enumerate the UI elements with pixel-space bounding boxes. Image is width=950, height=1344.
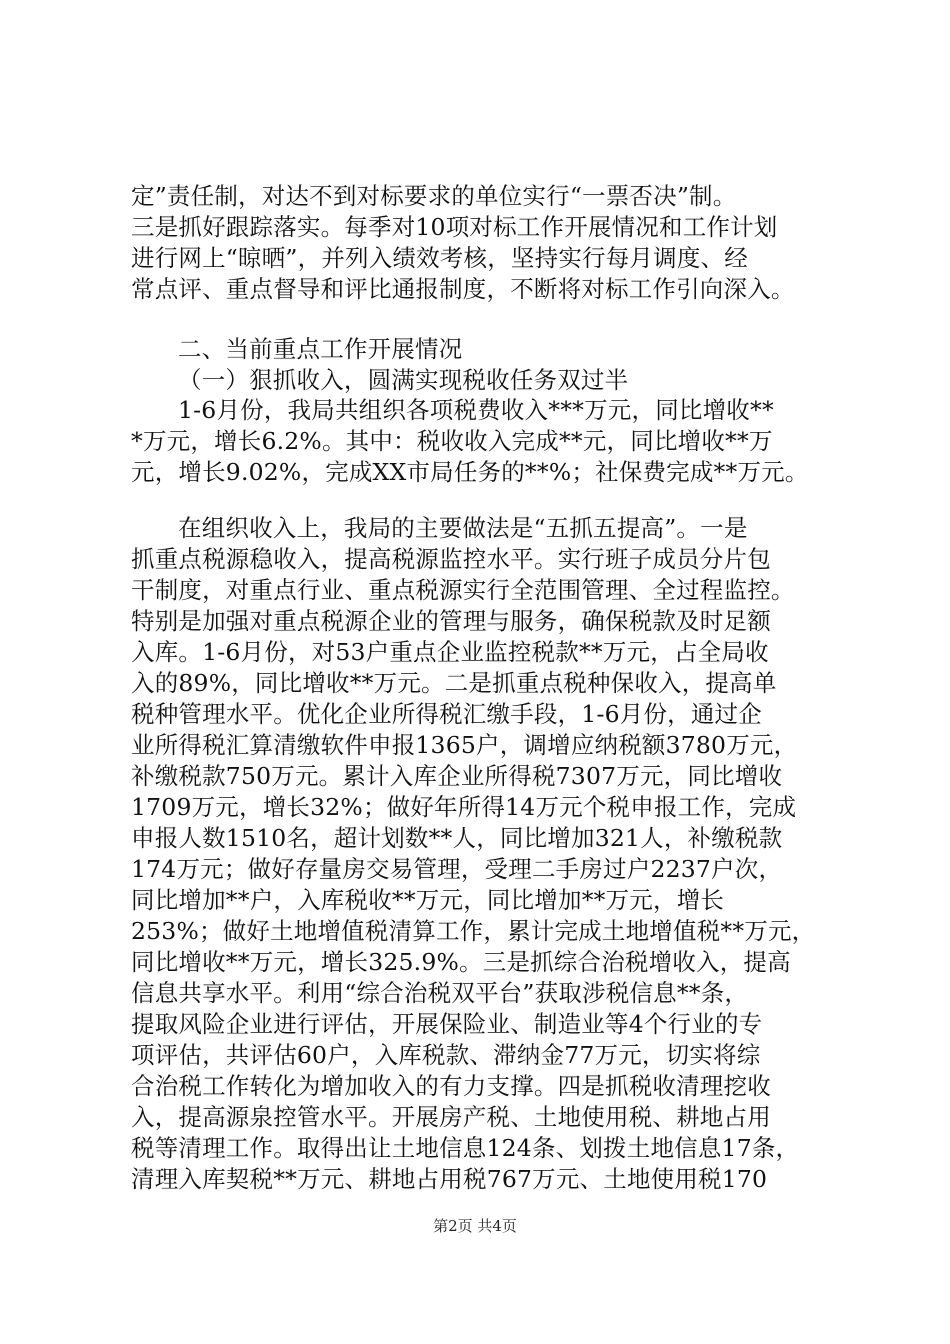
paragraph-line: 项评估，共评估60户，入库税款、滞纳金77万元，切实将综 — [131, 1041, 761, 1069]
paragraph-line: 信息共享水平。利用“综合治税双平台”获取涉税信息**条， — [131, 979, 749, 1007]
paragraph-line: 申报人数1510名，超计划数**人，同比增加321人，补缴税款 — [131, 824, 783, 852]
paragraph-line: 入，提高源泉控管水平。开展房产税、土地使用税、耕地占用 — [131, 1103, 771, 1131]
paragraph-line: 1709万元，增长32%；做好年所得14万元个税申报工作，完成 — [131, 793, 797, 821]
paragraph-line: 同比增收**万元，增长325.9%。三是抓综合治税增收入，提高 — [131, 948, 791, 976]
paragraph-line: 业所得税汇算清缴软件申报1365户，调增应纳税额3780万元， — [131, 731, 798, 759]
paragraph-line: 定”责任制，对达不到对标要求的单位实行“一票否决”制。 — [131, 182, 737, 210]
paragraph-line: 合治税工作转化为增加收入的有力支撑。四是抓税收清理挖收 — [131, 1072, 771, 1100]
paragraph-line: 进行网上“晾晒”，并列入绩效考核，坚持实行每月调度、经 — [131, 244, 748, 272]
paragraph-line: 提取风险企业进行评估，开展保险业、制造业等4个行业的专 — [131, 1010, 763, 1038]
paragraph-line: 253%；做好土地增值税清算工作，累计完成土地增值税**万元， — [131, 917, 816, 945]
paragraph-line: 特别是加强对重点税源企业的管理与服务，确保税款及时足额 — [131, 607, 771, 635]
paragraph-line: 1-6月份，我局共组织各项税费收入***万元，同比增收** — [178, 396, 774, 424]
paragraph-line: 174万元；做好存量房交易管理，受理二手房过户2237户次， — [131, 855, 783, 883]
paragraph-line: 补缴税款750万元。累计入库企业所得税7307万元，同比增收 — [131, 762, 783, 790]
paragraph-line: 干制度，对重点行业、重点税源实行全范围管理、全过程监控。 — [131, 576, 795, 604]
subsection-heading: （一）狠抓收入，圆满实现税收任务双过半 — [178, 366, 629, 394]
paragraph-line: 元，增长9.02%，完成XX市局任务的**%；社保费完成**万元。 — [131, 458, 809, 486]
paragraph-line: 税等清理工作。取得出让土地信息124条、划拨土地信息17条， — [131, 1134, 800, 1162]
page-number: 第2页 共4页 — [433, 1217, 517, 1235]
paragraph-line: 清理入库契税**万元、耕地占用税767万元、土地使用税170 — [131, 1165, 768, 1193]
paragraph-line: 入库。1-6月份，对53户重点企业监控税款**万元，占全局收 — [131, 638, 769, 666]
paragraph-line: 同比增加**户，入库税收**万元，同比增加**万元，增长 — [131, 886, 725, 914]
paragraph-line: 税种管理水平。优化企业所得税汇缴手段，1-6月份，通过企 — [131, 700, 762, 728]
paragraph-line: 在组织收入上，我局的主要做法是“五抓五提高”。一是 — [178, 514, 748, 542]
paragraph-line: 入的89%，同比增收**万元。二是抓重点税种保收入，提高单 — [131, 669, 777, 697]
paragraph-line: *万元，增长6.2%。其中：税收收入完成**元，同比增收**万 — [131, 427, 773, 455]
paragraph-line: 抓重点税源稳收入，提高税源监控水平。实行班子成员分片包 — [131, 545, 771, 573]
section-heading: 二、当前重点工作开展情况 — [178, 335, 463, 363]
paragraph-line: 常点评、重点督导和评比通报制度，不断将对标工作引向深入。 — [131, 275, 795, 303]
paragraph-line: 三是抓好跟踪落实。每季对10项对标工作开展情况和工作计划 — [131, 213, 778, 241]
